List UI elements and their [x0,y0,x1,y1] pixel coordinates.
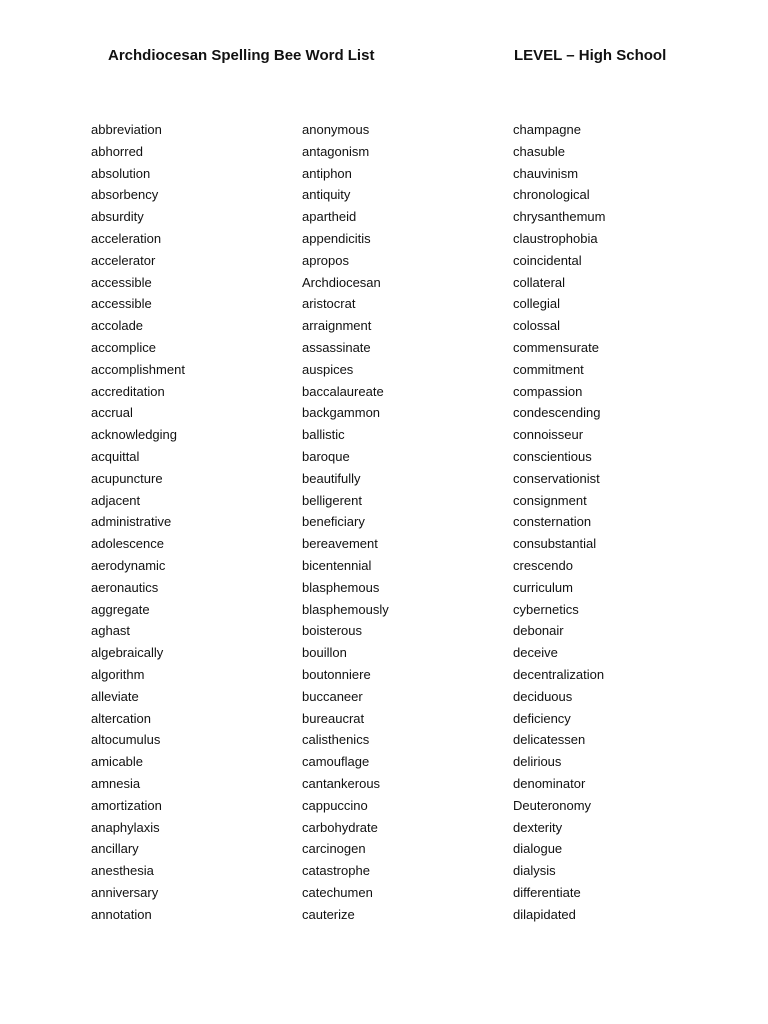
word-item: champagne [513,122,581,137]
word-item: decentralization [513,666,605,682]
word-item: accelerator [91,252,156,268]
word-item: calisthenics [302,732,370,748]
word-item: altocumulus [91,732,161,748]
word-item: backgammon [302,405,381,421]
document-title: Archdiocesan Spelling Bee Word List [108,47,375,64]
word-item: deciduous [513,688,573,704]
word-item: acquittal [91,448,140,464]
word-item: bureaucrat [302,710,365,726]
word-item: cybernetics [513,601,579,617]
page-header [0,47,768,71]
word-column-3 [513,119,605,925]
word-item: commensurate [513,339,599,355]
word-item: antiphon [302,165,352,181]
word-item: consignment [513,492,587,508]
word-item: boutonniere [302,666,371,682]
word-column-2 [302,119,389,925]
word-item: bouillon [302,645,347,661]
word-item: antiquity [302,187,351,203]
word-item: auspices [302,361,354,377]
word-item: aggregate [91,601,150,617]
word-item: carcinogen [302,841,366,857]
word-item: claustrophobia [513,230,598,246]
word-item: conservationist [513,470,600,486]
word-item: aristocrat [302,296,356,312]
word-item: dialysis [513,863,556,879]
word-item: cantankerous [302,775,381,791]
word-item: administrative [91,514,172,530]
word-item: cappuccino [302,797,368,813]
word-item: aghast [91,623,131,639]
word-item: beautifully [302,470,361,486]
word-item: antagonism [302,143,370,159]
word-item: alleviate [91,688,139,704]
word-item: accessible [91,274,152,290]
word-item: anesthesia [91,863,154,879]
word-item: ballistic [302,427,345,443]
word-item: aeronautics [91,579,159,595]
word-item: chasuble [513,143,566,159]
word-item: deficiency [513,710,571,726]
word-item: chauvinism [513,165,579,181]
word-item: abbreviation [91,122,162,137]
word-item: accomplishment [91,361,185,377]
word-item: ancillary [91,841,139,857]
word-item: arraignment [302,318,372,334]
word-item: accreditation [91,383,165,399]
word-item: amortization [91,797,162,813]
word-item: apropos [302,252,349,268]
word-item: cauterize [302,906,355,922]
word-item: connoisseur [513,427,584,443]
word-item: chrysanthemum [513,209,606,225]
word-item: condescending [513,405,601,421]
word-item: coincidental [513,252,582,268]
word-item: beneficiary [302,514,365,530]
word-item: adjacent [91,492,141,508]
word-item: anniversary [91,884,159,900]
word-item: chronological [513,187,590,203]
word-item: colossal [513,318,560,334]
word-item: absurdity [91,209,144,225]
word-item: catastrophe [302,863,370,879]
word-item: collegial [513,296,560,312]
word-item: altercation [91,710,151,726]
word-item: algebraically [91,645,164,661]
word-item: baccalaureate [302,383,384,399]
word-item: delicatessen [513,732,586,748]
word-item: appendicitis [302,230,371,246]
word-item: differentiate [513,884,581,900]
level-label: LEVEL – High School [514,47,667,64]
word-item: Deuteronomy [513,797,592,813]
word-item: belligerent [302,492,362,508]
word-item: amicable [91,754,144,770]
word-item: carbohydrate [302,819,378,835]
word-item: consternation [513,514,592,530]
word-item: boisterous [302,623,362,639]
word-item: absorbency [91,187,159,203]
word-item: debonair [513,623,564,639]
word-item: anonymous [302,122,370,137]
word-item: bereavement [302,536,378,552]
word-item: curriculum [513,579,573,595]
word-item: acceleration [91,230,162,246]
word-item: anaphylaxis [91,819,160,835]
word-item: crescendo [513,557,573,573]
word-item: aerodynamic [91,557,166,573]
word-item: dialogue [513,841,563,857]
word-item: denominator [513,775,586,791]
word-item: Archdiocesan [302,274,381,290]
word-item: commitment [513,361,584,377]
word-item: consubstantial [513,536,597,552]
word-item: collateral [513,274,566,290]
word-item: adolescence [91,536,164,552]
word-item: algorithm [91,666,145,682]
word-item: accolade [91,318,144,334]
word-item: compassion [513,383,583,399]
word-item: dilapidated [513,906,576,922]
word-column-1 [91,119,185,925]
word-item: absolution [91,165,151,181]
word-item: camouflage [302,754,370,770]
word-item: baroque [302,448,350,464]
word-item: abhorred [91,143,144,159]
word-item: catechumen [302,884,373,900]
word-item: deceive [513,645,558,661]
word-item: dexterity [513,819,563,835]
word-item: apartheid [302,209,357,225]
word-item: acupuncture [91,470,163,486]
word-item: delirious [513,754,562,770]
word-item: amnesia [91,775,141,791]
word-item: blasphemously [302,601,389,617]
word-item: accomplice [91,339,157,355]
word-item: annotation [91,906,152,922]
word-item: blasphemous [302,579,380,595]
word-item: assassinate [302,339,371,355]
word-item: accessible [91,296,152,312]
word-item: buccaneer [302,688,363,704]
word-item: conscientious [513,448,592,464]
word-item: acknowledging [91,427,178,443]
word-item: bicentennial [302,557,372,573]
word-item: accrual [91,405,133,421]
